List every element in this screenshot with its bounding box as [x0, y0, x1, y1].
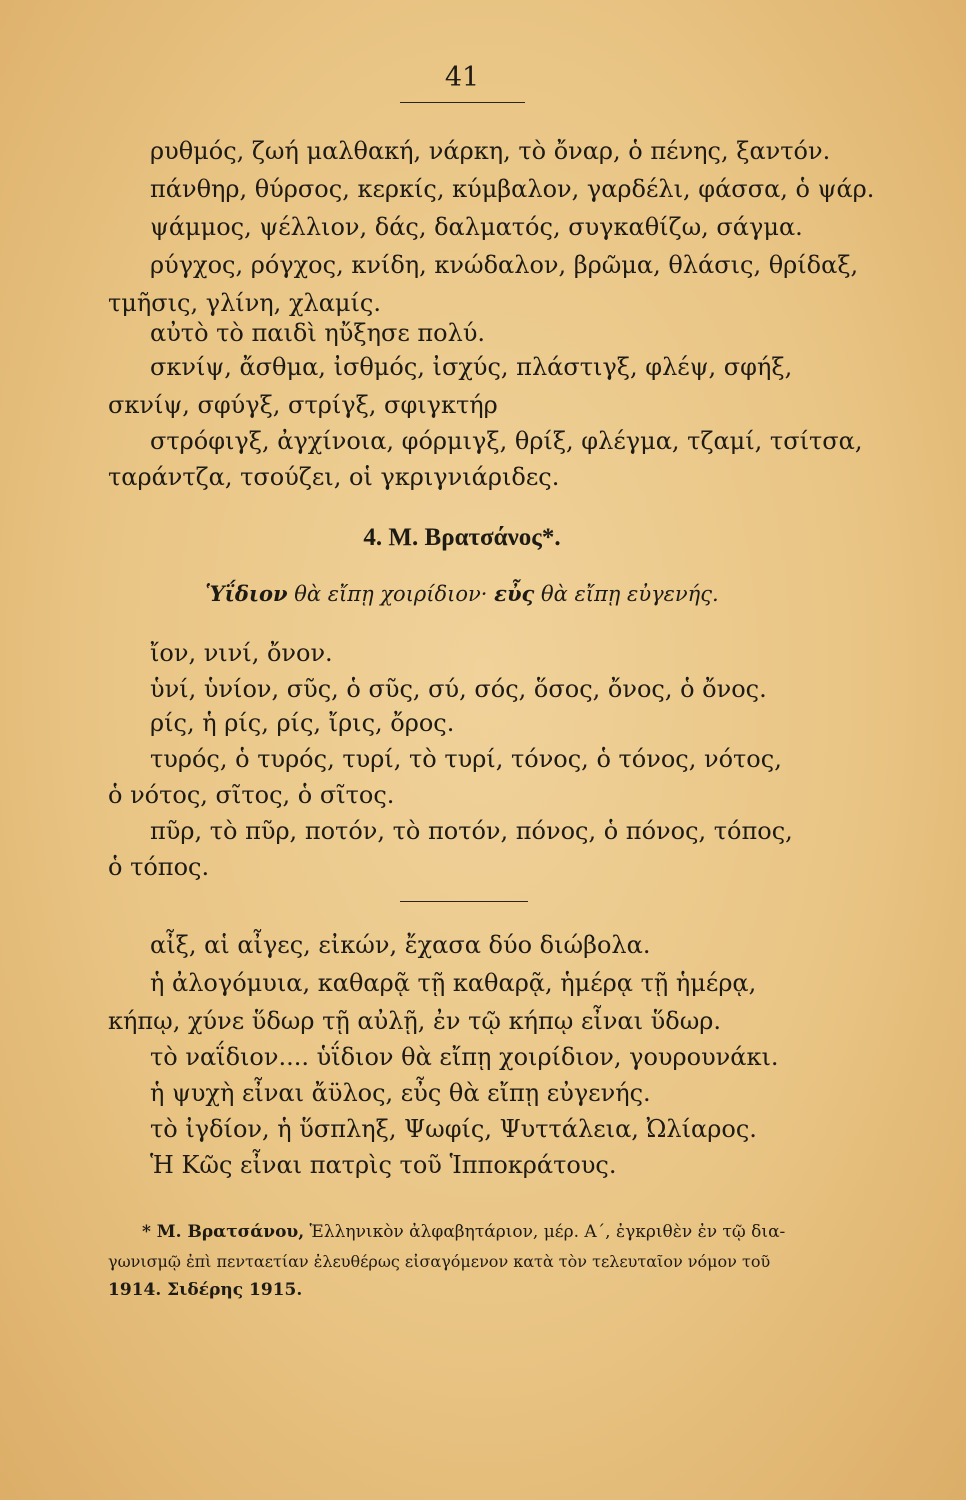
text-line: ὁ τόπος. — [108, 853, 210, 881]
section-rule — [400, 901, 528, 902]
header-rule — [400, 102, 525, 103]
text-line: στρόφιγξ, ἀγχίνοια, φόρμιγξ, θρίξ, φλέγμα, τζαμί, τσίτσα, — [150, 427, 863, 455]
text-line: τμῆσις, γλίνη, χλαμίς. — [108, 289, 381, 317]
footnote-author: * Μ. Βρατσάνου, — [142, 1222, 305, 1242]
section-subheading — [0, 581, 924, 606]
text-line: πῦρ, τὸ πῦρ, ποτόν, τὸ ποτόν, πόνος, ὁ πόνος, τόπος, — [150, 817, 793, 845]
footnote-line: γωνισμῷ ἐπὶ πενταετίαν ἐλευθέρως εἰσαγόμενον κατὰ τὸν τελευταῖον νόμον τοῦ — [108, 1252, 771, 1271]
subheading-phrase-1: θὰ εἴπῃ χοιρίδιον· — [294, 582, 488, 606]
text-line: ψάμμος, ψέλλιον, δάς, δαλματός, συγκαθίζω, σάγμα. — [150, 213, 803, 241]
text-line: ὁ νότος, σῖτος, ὁ σῖτος. — [108, 781, 395, 809]
text-line: ρίς, ἡ ρίς, ρίς, ἴρις, ὄρος. — [150, 709, 455, 737]
text-line: ὑνί, ὑνίον, σῦς, ὁ σῦς, σύ, σός, ὅσος, ὄνος, ὁ ὄνος. — [150, 675, 767, 703]
footnote-text: Ἑλληνικὸν ἀλφαβητάριον, μέρ. Α΄, ἐγκριθὲν ἐν τῷ δια- — [309, 1222, 786, 1242]
page-number: 41 — [444, 62, 480, 93]
footnote-line — [142, 1220, 785, 1244]
subheading-word-2: εὖς — [494, 581, 535, 606]
text-line: ἴον, νινί, ὄνον. — [150, 639, 333, 667]
text-line: σκνίψ, σφύγξ, στρίγξ, σφιγκτήρ — [108, 391, 498, 419]
text-line: κήπῳ, χύνε ὕδωρ τῇ αὐλῇ, ἐν τῷ κήπῳ εἶναι ὕδωρ. — [108, 1007, 721, 1035]
text-line: ταράντζα, τσούζει, οἱ γκριγνιάριδες. — [108, 463, 560, 491]
subheading-phrase-2: θὰ εἴπῃ εὐγενής. — [540, 582, 719, 606]
text-line: Ἡ Κῶς εἶναι πατρὶς τοῦ Ἱπποκράτους. — [150, 1151, 617, 1179]
text-line: ἡ ἀλογόμυια, καθαρᾷ τῇ καθαρᾷ, ἡμέρᾳ τῇ ἡμέρᾳ, — [150, 969, 757, 997]
text-line: τὸ ναΐδιον.... ὑΐδιον θὰ εἴπῃ χοιρίδιον, γουρουνάκι. — [150, 1043, 779, 1071]
text-line: σκνίψ, ἄσθμα, ἰσθμός, ἰσχύς, πλάστιγξ, φλέψ, σφήξ, — [150, 353, 793, 381]
section-heading: 4. Μ. Βρατσάνος*. — [363, 524, 561, 551]
text-line: πάνθηρ, θύρσος, κερκίς, κύμβαλον, γαρδέλι, φάσσα, ὁ ψάρ. — [150, 175, 875, 203]
text-line: ρυθμός, ζωή μαλθακή, νάρκη, τὸ ὄναρ, ὁ πένης, ξαντόν. — [150, 137, 831, 165]
text-line: τὸ ἰγδίον, ἡ ὕσπληξ, Ψωφίς, Ψυττάλεια, Ὠλίαρος. — [150, 1115, 757, 1143]
footnote-line: 1914. Σιδέρης 1915. — [108, 1280, 303, 1300]
text-line: ἡ ψυχὴ εἶναι ἄϋλος, εὖς θὰ εἴπῃ εὐγενής. — [150, 1079, 651, 1107]
subheading-word-1: Ὑΐδιον — [205, 581, 288, 606]
text-line: τυρός, ὁ τυρός, τυρί, τὸ τυρί, τόνος, ὁ τόνος, νότος, — [150, 745, 782, 773]
text-line: ρύγχος, ρόγχος, κνίδη, κνώδαλον, βρῶμα, θλάσις, θρίδαξ, — [150, 251, 859, 279]
text-line: αὐτὸ τὸ παιδὶ ηὔξησε πολύ. — [150, 319, 486, 347]
text-line: αἶξ, αἱ αἶγες, εἰκών, ἔχασα δύο διώβολα. — [150, 931, 651, 959]
